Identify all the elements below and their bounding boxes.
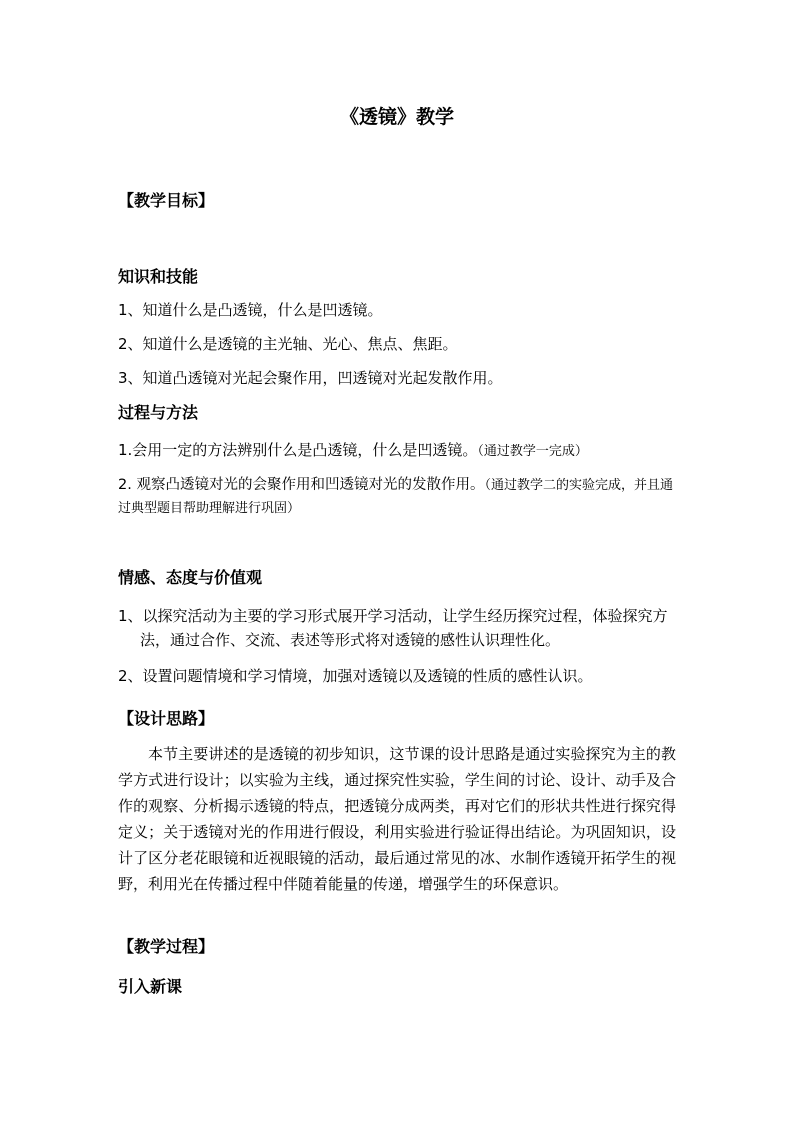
- process-item-1-note: （通过教学一完成）: [477, 444, 588, 459]
- knowledge-item-3: 3、知道凸透镜对光起会聚作用，凹透镜对光起发散作用。: [118, 369, 503, 387]
- process-item-2-note: （通过教学二的实验完成，并且通过典型题目帮助理解进行巩固）: [118, 478, 673, 516]
- process-heading: 过程与方法: [118, 403, 199, 422]
- emotion-item-2: 2、设置问题情境和学习情境，加强对透镜以及透镜的性质的感性认识。: [118, 667, 593, 685]
- process-item-1: [118, 440, 588, 462]
- objectives-heading: 【教学目标】: [118, 191, 215, 210]
- knowledge-item-2: 2、知道什么是透镜的主光轴、光心、焦点、焦距。: [118, 335, 458, 353]
- page-title: 《透镜》教学: [339, 106, 454, 128]
- knowledge-heading: 知识和技能: [118, 267, 199, 286]
- process-item-2-text: 2. 观察凸透镜对光的会聚作用和凹透镜对光的发散作用。: [118, 477, 485, 493]
- process-item-1-text: 1.会用一定的方法辨别什么是凸透镜，什么是凹透镜。: [118, 441, 478, 459]
- emotion-item-1: 1、以探究活动为主要的学习形式展开学习活动，让学生经历探究过程，体验探究方法，通过合作、交流、表述等形式将对透镜的感性认识理性化。: [118, 607, 668, 649]
- emotion-heading: 情感、态度与价值观: [118, 568, 263, 587]
- design-heading: 【设计思路】: [118, 709, 215, 728]
- design-paragraph: 本节主要讲述的是透镜的初步知识，这节课的设计思路是通过实验探究为主的教学方式进行设计；以实验为主线，通过探究性实验，学生间的讨论、设计、动手及合作的观察、分析揭示透镜的特点，把透镜分成两类，再对它们的形状共性进行探究得定义；关于透镜对光的作用进行假设，利用实验进行验证得出结论。为巩固知识，设计了区分老花眼镜和近视眼镜的活动，最后通过常见的冰、水制作透镜开拓学生的视野，利用光在传播过程中伴随着能量的传递，增强学生的环保意识。: [118, 745, 676, 893]
- process-item-2: [118, 474, 680, 520]
- knowledge-item-1: 1、知道什么是凸透镜，什么是凹透镜。: [118, 301, 383, 319]
- intro-heading: 引入新课: [118, 977, 183, 996]
- teaching-process-heading: 【教学过程】: [118, 937, 215, 956]
